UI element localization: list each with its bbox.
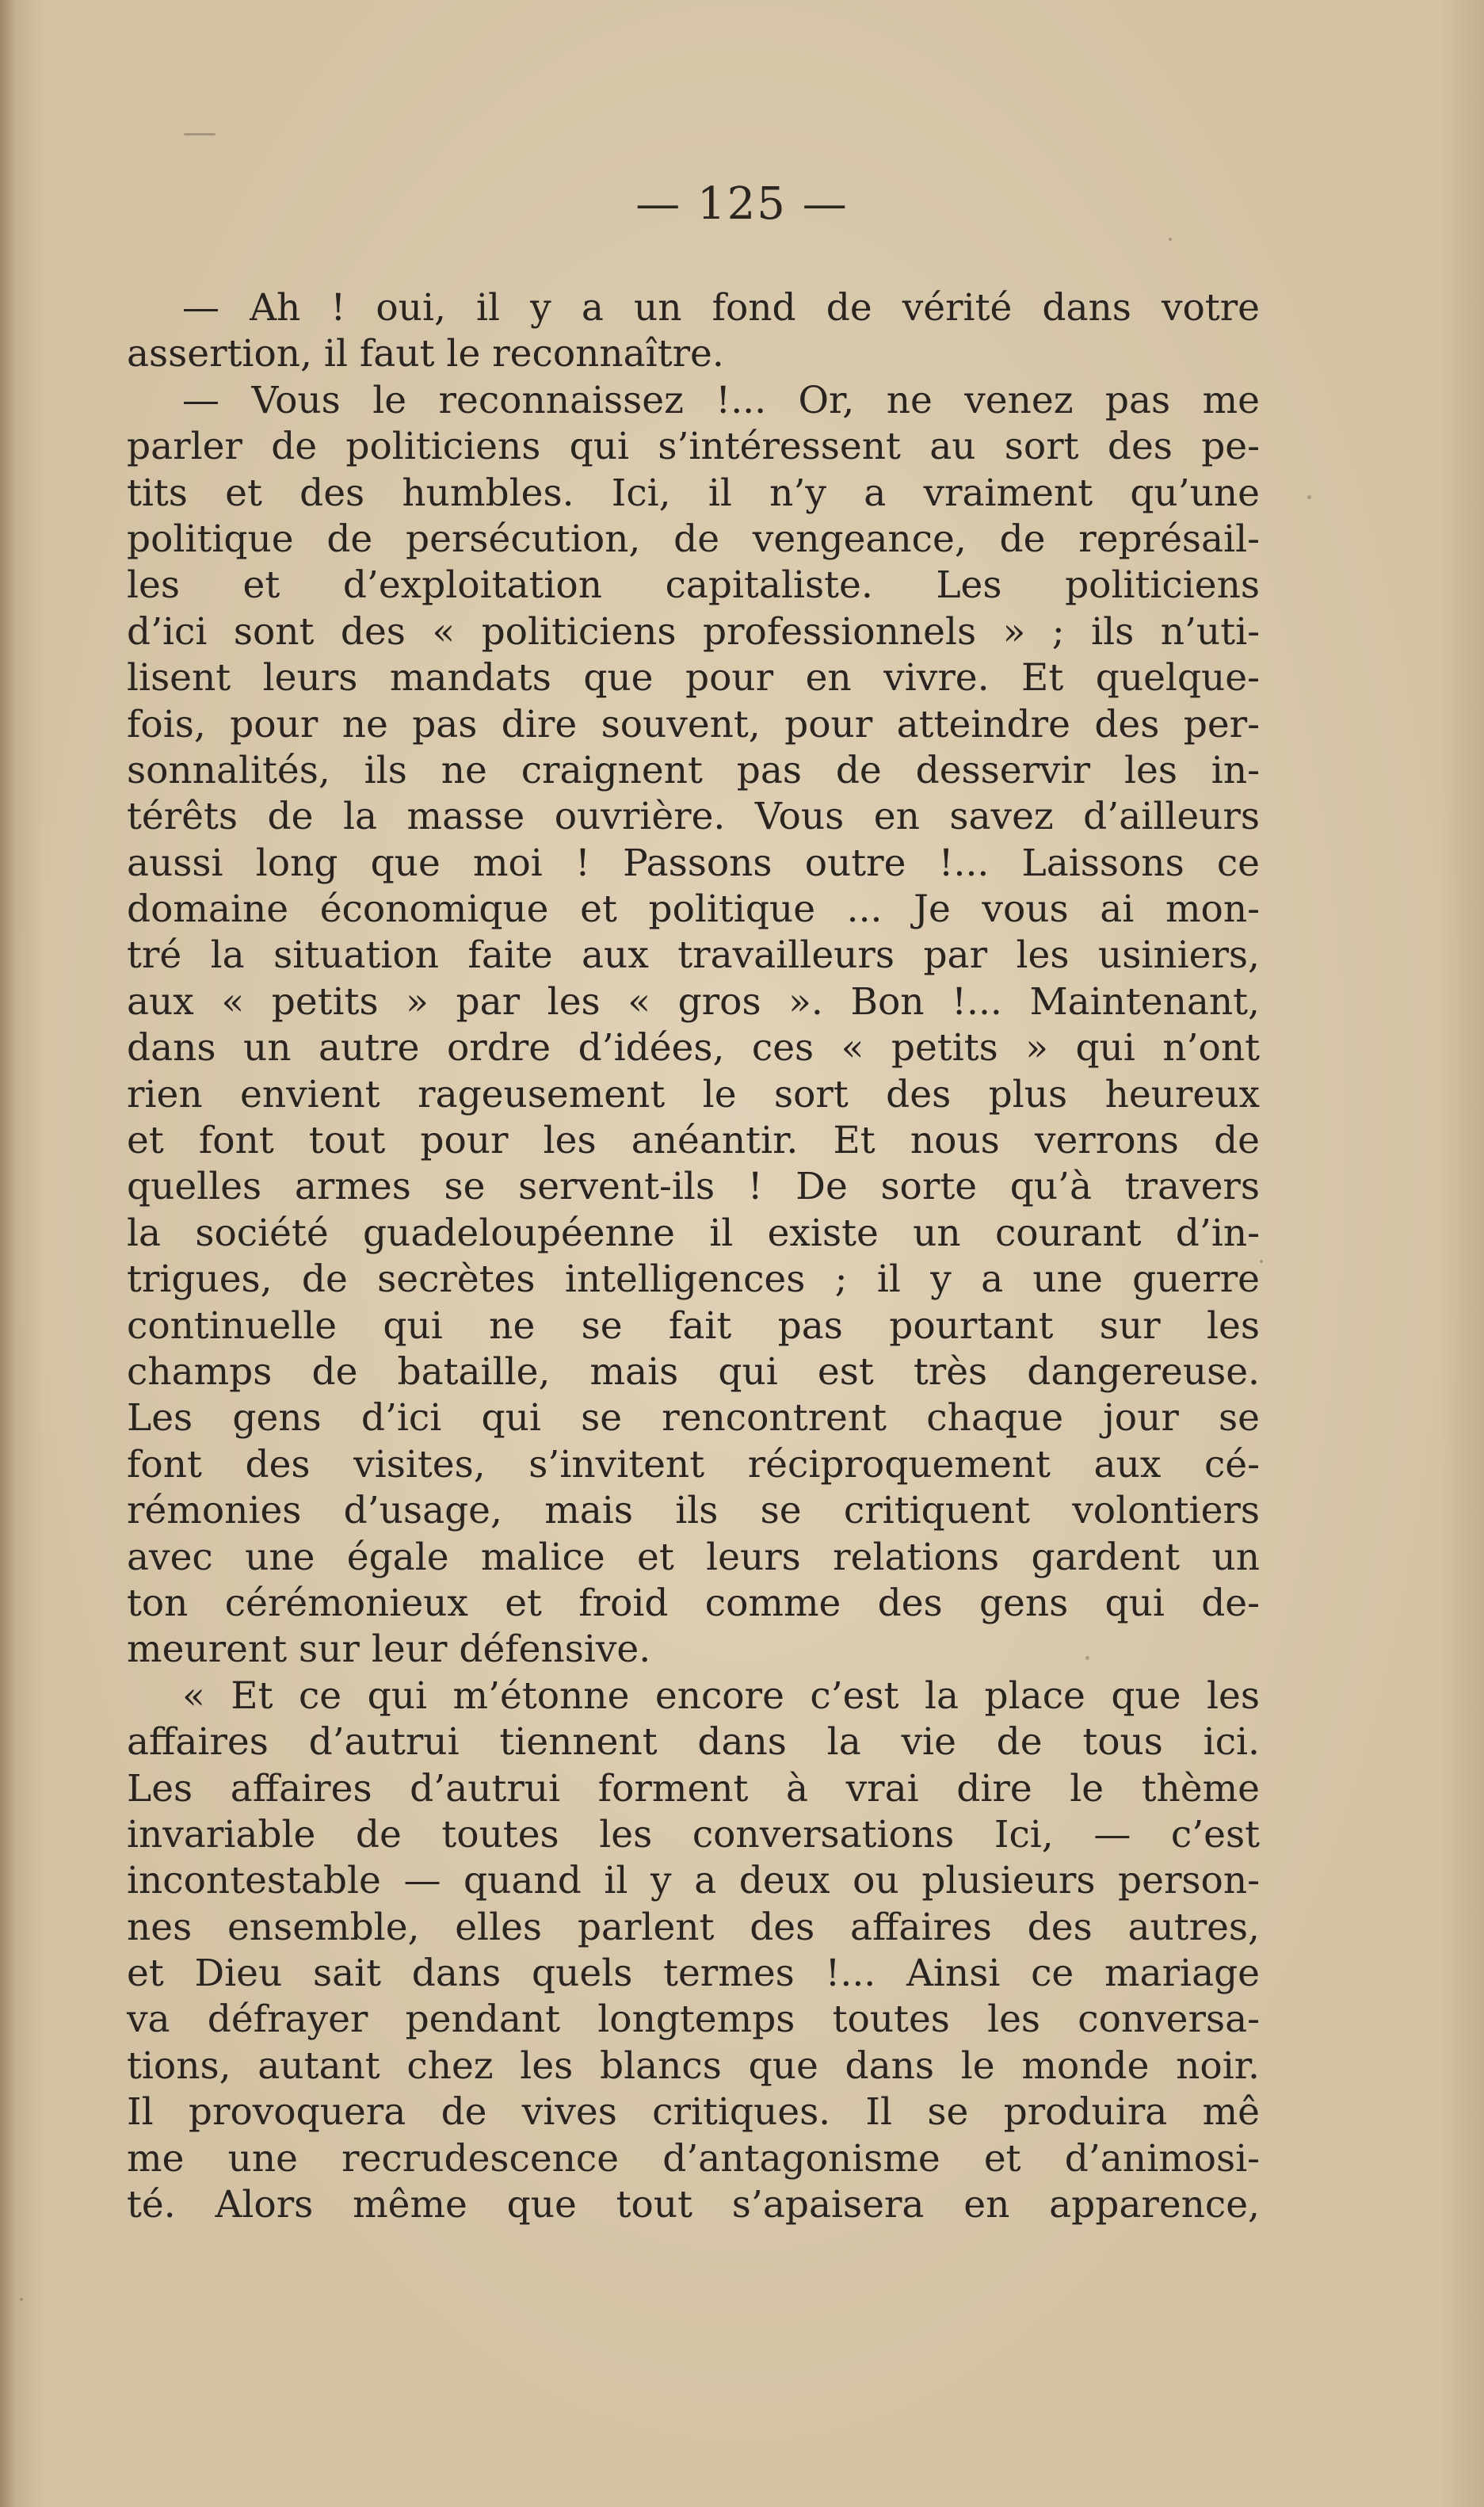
page-edge-shadow [0,0,16,2507]
text-line: lisent leurs mandats que pour en vivre. Et quelque- [127,656,1260,700]
text-line: assertion, il faut le reconnaître. [127,332,724,376]
text-line: ton cérémonieux et froid comme des gens qui de- [127,1581,1260,1625]
paper-speck [1260,1260,1263,1263]
text-line: sonnalités, ils ne craignent pas de desservir les in- [127,748,1260,792]
paper-speck [20,2298,23,2301]
text-line: domaine économique et politique ... Je vous ai mon- [127,887,1260,932]
text-line: Les gens d’ici qui se rencontrent chaque jour se [127,1396,1260,1440]
text-line: quelles armes se servent-ils ! De sorte qu’à travers [127,1165,1260,1209]
text-line: tits et des humbles. Ici, il n’y a vraiment qu’une [127,471,1260,515]
text-line: affaires d’autrui tiennent dans la vie de tous ici. [127,1720,1260,1765]
text-line: té. Alors même que tout s’apaisera en apparence, [127,2183,1260,2227]
text-line: et Dieu sait dans quels termes !... Ainsi ce mariage [127,1952,1260,1996]
text-line: continuelle qui ne se fait pas pourtant sur les [127,1303,1260,1348]
text-line: invariable de toutes les conversations Ici, — c’est [127,1812,1260,1856]
text-line: « Et ce qui m’étonne encore c’est la place que les [182,1673,1260,1718]
text-line: et font tout pour les anéantir. Et nous verrons de [127,1119,1260,1163]
text-line: aux « petits » par les « gros ». Bon !... Maintenant, [127,979,1260,1024]
text-line: champs de bataille, mais qui est très dangereuse. [127,1349,1260,1394]
text-line: fois, pour ne pas dire souvent, pour atteindre des per- [127,702,1260,746]
text-line: térêts de la masse ouvrière. Vous en savez d’ailleurs [127,795,1260,839]
text-line: font des visites, s’invitent réciproquement aux cé- [127,1442,1260,1486]
paper-speck [1169,238,1172,241]
body-text [127,285,1260,2228]
text-line: dans un autre ordre d’idées, ces « petits » qui n’ont [127,1026,1260,1070]
text-line: la société guadeloupéenne il existe un courant d’in- [127,1211,1260,1255]
text-line: les et d’exploitation capitaliste. Les politiciens [127,563,1260,608]
text-line: tions, autant chez les blancs que dans le monde noir. [127,2043,1260,2088]
text-line: me une recrudescence d’antagonisme et d’animosi- [127,2136,1260,2181]
text-line: avec une égale malice et leurs relations gardent un [127,1535,1260,1579]
text-line: d’ici sont des « politiciens professionnels » ; ils n’uti- [127,609,1260,654]
text-line: tré la situation faite aux travailleurs par les usiniers, [127,933,1260,978]
text-line: rien envient rageusement le sort des plus heureux [127,1072,1260,1116]
text-line: rémonies d’usage, mais ils se critiquent volontiers [127,1489,1260,1533]
text-line: parler de politiciens qui s’intéressent au sort des pe- [127,425,1260,469]
text-line: trigues, de secrètes intelligences ; il y a une guerre [127,1257,1260,1302]
paper-speck [1085,1656,1089,1660]
text-line: meurent sur leur défensive. [127,1627,651,1672]
text-line: — Vous le reconnaissez !... Or, ne venez pas me [182,378,1260,422]
text-line: Il provoquera de vives critiques. Il se produira mê [127,2090,1260,2135]
paper-speck [1307,495,1311,499]
text-line: va défrayer pendant longtemps toutes les conversa- [127,1998,1260,2042]
paper-speck [184,133,216,135]
page-number: — 125 — [635,178,849,230]
text-line: incontestable — quand il y a deux ou plusieurs person- [127,1859,1260,1903]
text-line: Les affaires d’autrui forment à vrai dire le thème [127,1766,1260,1811]
text-line: aussi long que moi ! Passons outre !... Laissons ce [127,841,1260,885]
text-line: nes ensemble, elles parlent des affaires des autres, [127,1905,1260,1949]
text-line: politique de persécution, de vengeance, de représail- [127,517,1260,561]
text-line: — Ah ! oui, il y a un fond de vérité dans votre [182,286,1260,330]
